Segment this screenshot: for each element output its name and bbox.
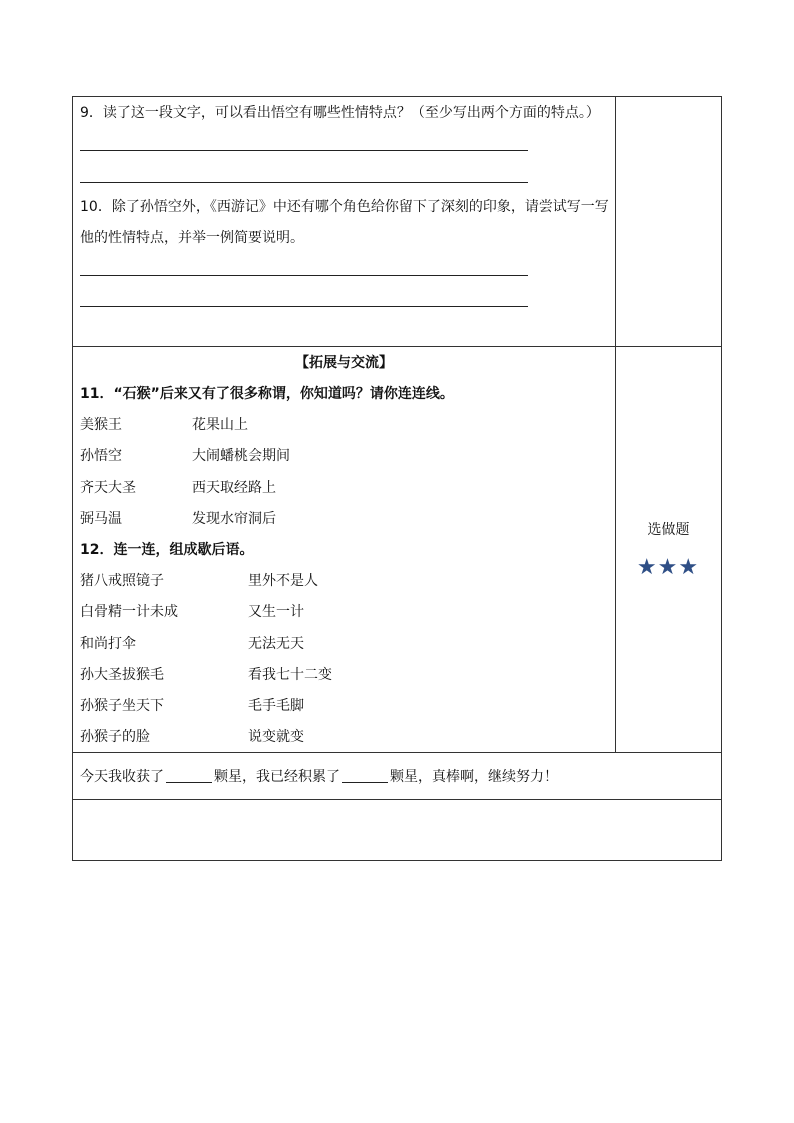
- q11-right-item[interactable]: 西天取经路上: [192, 480, 276, 496]
- q12-left-item[interactable]: 和尚打伞: [80, 636, 136, 652]
- question-11-title: 11．“石猴”后来又有了很多称谓，你知道吗？请你连连线。: [80, 386, 454, 402]
- q11-left-item[interactable]: 孙悟空: [80, 448, 122, 464]
- q11-right-item[interactable]: 发现水帘洞后: [192, 511, 276, 527]
- table-border-right: [721, 96, 722, 861]
- table-row-divider-2: [72, 752, 722, 753]
- q12-right-item[interactable]: 毛手毛脚: [248, 698, 304, 714]
- question-10-line2: 他的性情特点，并举一例简要说明。: [80, 230, 304, 246]
- answer-line-q9-1[interactable]: [80, 150, 528, 151]
- table-border-top: [72, 96, 722, 97]
- question-10-line1: 10．除了孙悟空外，《西游记》中还有哪个角色给你留下了深刻的印象，请尝试写一写: [80, 199, 609, 215]
- q12-right-item[interactable]: 说变就变: [248, 729, 304, 745]
- summary-part-1: 今天我收获了: [80, 769, 164, 785]
- stars-earned-blank[interactable]: [166, 768, 212, 783]
- answer-line-q10-1[interactable]: [80, 275, 528, 276]
- optional-question-label: 选做题: [647, 522, 690, 538]
- section-title: 【拓展与交流】: [295, 355, 393, 371]
- q11-left-item[interactable]: 弼马温: [80, 511, 122, 527]
- q12-left-item[interactable]: 孙猴子坐天下: [80, 698, 164, 714]
- table-row-divider-1: [72, 346, 722, 347]
- q12-left-item[interactable]: 白骨精一计未成: [80, 604, 178, 620]
- table-column-divider: [615, 96, 616, 752]
- summary-part-3: 颗星，真棒啊，继续努力！: [390, 769, 558, 785]
- empty-notes-cell[interactable]: [73, 800, 721, 860]
- question-12-title: 12．连一连，组成歇后语。: [80, 542, 254, 558]
- q11-right-item[interactable]: 大闹蟠桃会期间: [192, 448, 290, 464]
- question-9: 9．读了这一段文字，可以看出悟空有哪些性情特点？（至少写出两个方面的特点。）: [80, 105, 600, 121]
- answer-line-q9-2[interactable]: [80, 182, 528, 183]
- star-summary: [80, 767, 558, 787]
- q12-right-item[interactable]: 看我七十二变: [248, 667, 332, 683]
- q11-left-item[interactable]: 齐天大圣: [80, 480, 136, 496]
- summary-part-2: 颗星，我已经积累了: [214, 769, 340, 785]
- table-border-left: [72, 96, 73, 861]
- answer-line-q10-2[interactable]: [80, 306, 528, 307]
- star-rating-icon: ★★★: [636, 555, 700, 580]
- q11-left-item[interactable]: 美猴王: [80, 417, 122, 433]
- q12-left-item[interactable]: 孙大圣拔猴毛: [80, 667, 164, 683]
- q12-right-item[interactable]: 里外不是人: [248, 573, 318, 589]
- q12-left-item[interactable]: 猪八戒照镜子: [80, 573, 164, 589]
- stars-total-blank[interactable]: [342, 768, 388, 783]
- q12-right-item[interactable]: 又生一计: [248, 604, 304, 620]
- q12-left-item[interactable]: 孙猴子的脸: [80, 729, 150, 745]
- table-border-bottom: [72, 860, 722, 861]
- q12-right-item[interactable]: 无法无天: [248, 636, 304, 652]
- q11-right-item[interactable]: 花果山上: [192, 417, 248, 433]
